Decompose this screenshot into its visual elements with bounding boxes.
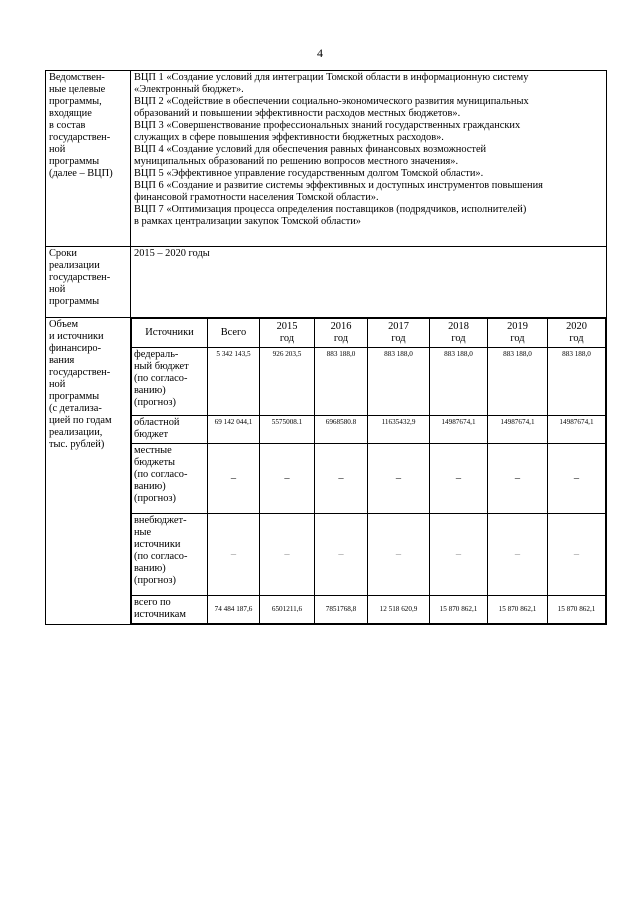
value-cell: – <box>315 444 368 514</box>
vcp-line: ВЦП 1 «Создание условий для интеграции Томской области в информационную систему <box>134 72 529 83</box>
value-cell: – <box>208 514 260 596</box>
vcp-row <box>46 71 607 247</box>
value-cell: 15 870 862,1 <box>548 596 606 624</box>
header-year: 2015 год <box>260 319 315 348</box>
value-cell: 883 188,0 <box>368 348 430 416</box>
vcp-line: муниципальных образований по решению вопросов местного значения». <box>134 156 459 167</box>
terms-label: Сроки реализации государствен- ной программы <box>49 248 111 307</box>
vcp-line: ВЦП 7 «Оптимизация процесса определения поставщиков (подрядчиков, исполнителей) <box>134 204 527 215</box>
value-cell: – <box>488 514 548 596</box>
funding-header-row <box>132 319 606 348</box>
table-row <box>132 416 606 444</box>
value-cell: – <box>315 514 368 596</box>
header-year: 2017 год <box>368 319 430 348</box>
header-source: Источники <box>132 319 208 348</box>
funding-table <box>131 318 606 624</box>
table-row <box>132 348 606 416</box>
value-cell: – <box>368 444 430 514</box>
vcp-label-cell <box>46 71 131 247</box>
value-cell: 5 342 143,5 <box>208 348 260 416</box>
value-cell: – <box>260 514 315 596</box>
terms-label-cell <box>46 247 131 318</box>
page-number: 4 <box>317 46 323 60</box>
vcp-line: ВЦП 4 «Создание условий для обеспечения равных финансовых возможностей <box>134 144 487 155</box>
vcp-label: Ведомствен- ные целевые программы, входящие в состав государствен- ной программы (далее – ВЦП) <box>49 72 113 179</box>
terms-row <box>46 247 607 318</box>
terms-value-cell <box>131 247 607 318</box>
source-all: всего по источникам <box>132 596 208 624</box>
value-cell: 12 518 620,9 <box>368 596 430 624</box>
value-cell: 11635432,9 <box>368 416 430 444</box>
vcp-line: финансовой грамотности населения Томской области». <box>134 192 379 203</box>
header-year: 2016 год <box>315 319 368 348</box>
funding-row <box>46 318 607 625</box>
value-cell: 5575008.1 <box>260 416 315 444</box>
vcp-content-cell <box>131 71 607 247</box>
value-cell: – <box>430 514 488 596</box>
value-cell: 6501211,6 <box>260 596 315 624</box>
value-cell: 7851768,8 <box>315 596 368 624</box>
value-cell: – <box>548 444 606 514</box>
value-cell: 883 188,0 <box>488 348 548 416</box>
header-total: Всего <box>208 319 260 348</box>
passport-table <box>45 70 607 625</box>
value-cell: – <box>368 514 430 596</box>
vcp-line: «Электронный бюджет». <box>134 84 244 95</box>
value-cell: – <box>548 514 606 596</box>
vcp-line: ВЦП 3 «Совершенствование профессиональных знаний государственных гражданских <box>134 120 521 131</box>
value-cell: 883 188,0 <box>548 348 606 416</box>
table-row <box>132 444 606 514</box>
vcp-line: ВЦП 5 «Эффективное управление государственным долгом Томской области». <box>134 168 484 179</box>
vcp-line: в рамках централизации закупок Томской области» <box>134 216 361 227</box>
value-cell: 14987674,1 <box>548 416 606 444</box>
header-year: 2020 год <box>548 319 606 348</box>
table-row <box>132 514 606 596</box>
vcp-line: ВЦП 6 «Создание и развитие системы эффективных и доступных инструментов повышения <box>134 180 543 191</box>
source-local: местные бюджеты (по согласо- ванию) (прогноз) <box>132 444 208 514</box>
value-cell: 926 203,5 <box>260 348 315 416</box>
value-cell: 74 484 187,6 <box>208 596 260 624</box>
source-regional: областной бюджет <box>132 416 208 444</box>
header-year: 2018 год <box>430 319 488 348</box>
value-cell: 883 188,0 <box>430 348 488 416</box>
funding-label: Объем и источники финансиро- вания государствен- ной программы (с детализа- цией по годам реализации, тыс. рублей) <box>49 319 112 450</box>
value-cell: 883 188,0 <box>315 348 368 416</box>
value-cell: – <box>260 444 315 514</box>
vcp-line: служащих в сфере повышения эффективности бюджетных расходов». <box>134 132 444 143</box>
source-extra: внебюджет- ные источники (по согласо- ванию) (прогноз) <box>132 514 208 596</box>
funding-label-cell <box>46 318 131 625</box>
funding-cell <box>131 318 607 625</box>
value-cell: – <box>488 444 548 514</box>
value-cell: 14987674,1 <box>430 416 488 444</box>
value-cell: 15 870 862,1 <box>488 596 548 624</box>
value-cell: 14987674,1 <box>488 416 548 444</box>
table-row <box>132 596 606 624</box>
header-year: 2019 год <box>488 319 548 348</box>
source-federal: федераль- ный бюджет (по согласо- ванию) (прогноз) <box>132 348 208 416</box>
vcp-line: ВЦП 2 «Содействие в обеспечении социально-экономического развития муниципальных <box>134 96 529 107</box>
value-cell: – <box>430 444 488 514</box>
value-cell: 6968580.8 <box>315 416 368 444</box>
value-cell: 15 870 862,1 <box>430 596 488 624</box>
terms-value: 2015 – 2020 годы <box>134 248 210 259</box>
value-cell: 69 142 044,1 <box>208 416 260 444</box>
vcp-line: образований и повышении эффективности расходов местных бюджетов». <box>134 108 461 119</box>
value-cell: – <box>208 444 260 514</box>
